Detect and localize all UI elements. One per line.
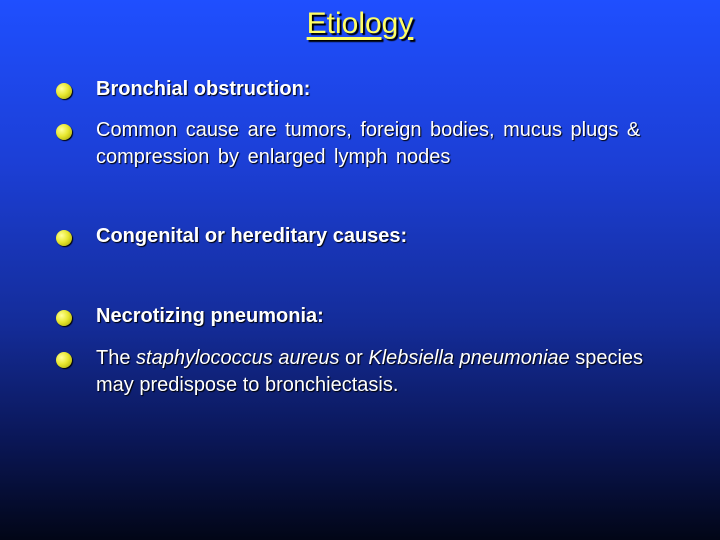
bullet-icon [56,124,72,140]
bullet-item-bronchial-obstruction: Bronchial obstruction: [96,78,311,100]
bullet-item-congenital-causes: Congenital or hereditary causes: [96,225,408,247]
bullet-item-species-predispose [96,345,676,399]
species-text-tail: species may predispose to bronchiectasis. [96,347,644,396]
bullet-icon [56,230,72,246]
species-name-klebsiella: Klebsiella pneumoniae [368,347,570,369]
bullet-icon [56,352,72,368]
bullet-icon [56,83,72,99]
species-name-staphylococcus: staphylococcus aureus [136,347,340,369]
bullet-icon [56,310,72,326]
species-text-or: or [339,347,369,369]
species-text-lead: The [96,347,137,369]
bullet-item-necrotizing-pneumonia: Necrotizing pneumonia: [96,305,324,327]
bullet-item-common-causes: Common cause are tumors, foreign bodies, mucus plugs & compression by enlarged lymph nodes [96,119,641,168]
slide-title: Etiology [306,7,414,40]
